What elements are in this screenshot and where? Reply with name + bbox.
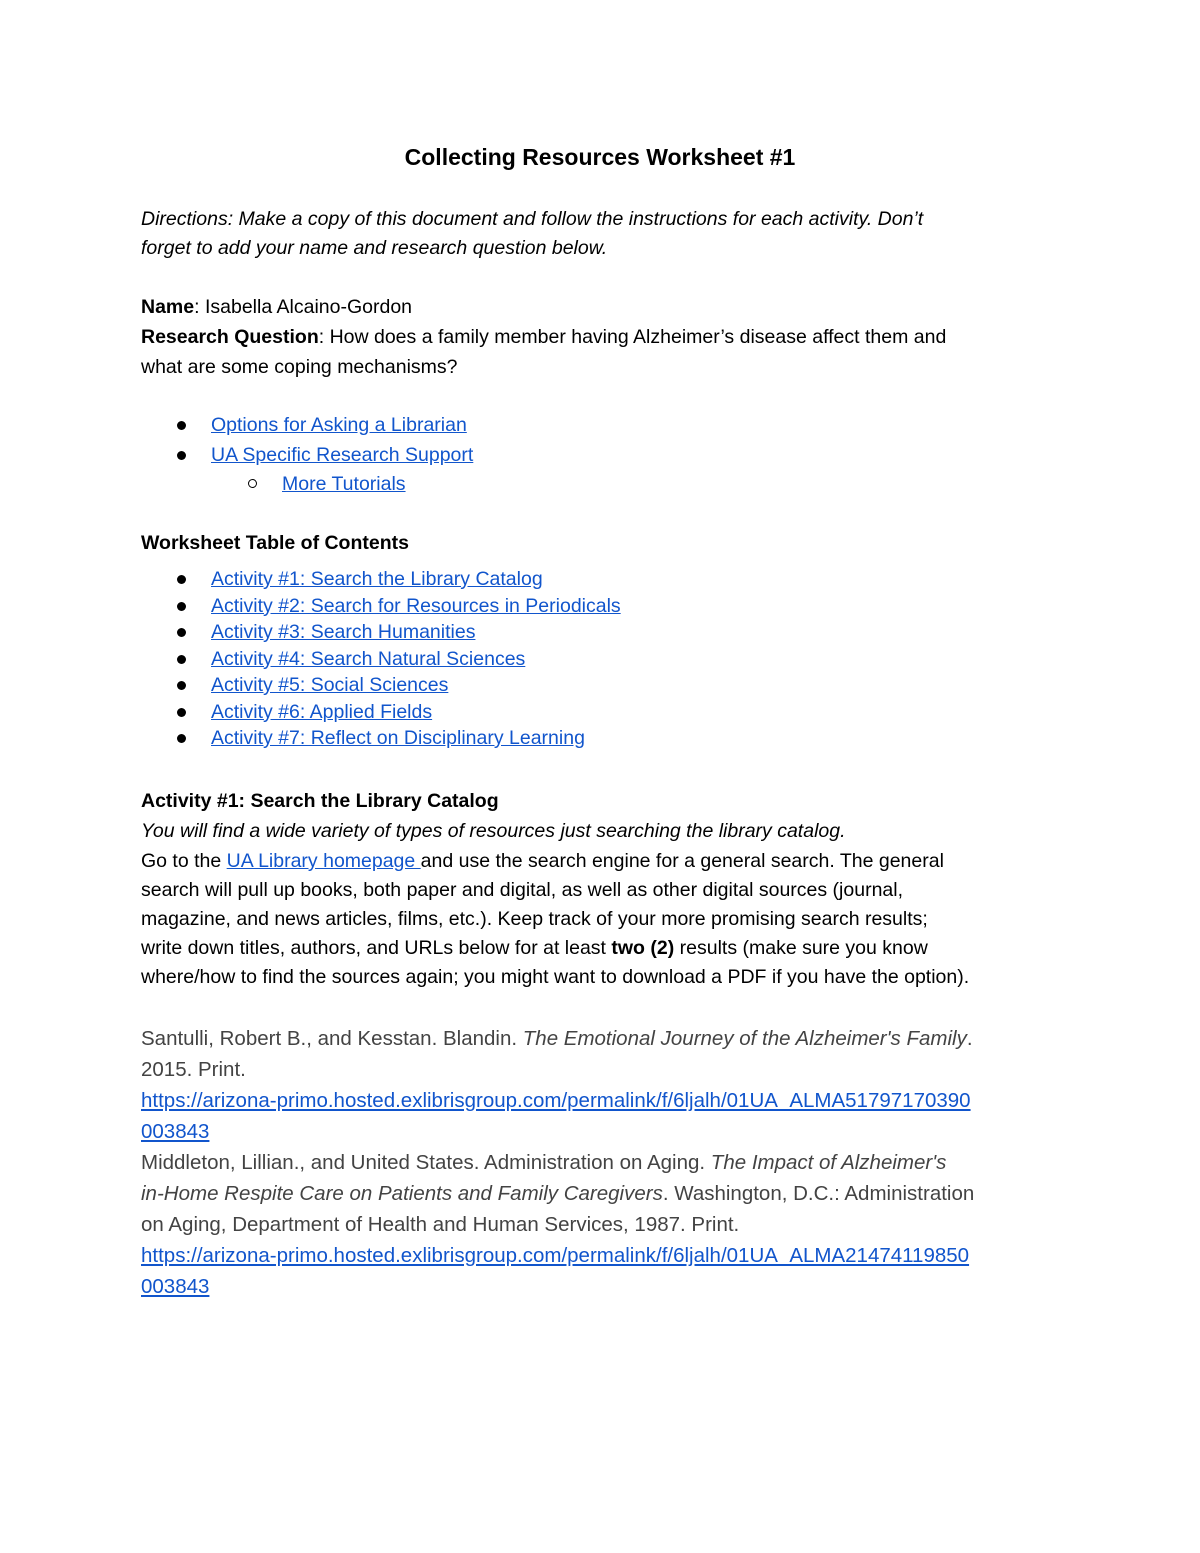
directions-line-1: Directions: Make a copy of this document and follow the instructions for each activity. Don’t	[141, 208, 924, 230]
citation-publisher: . Washington, D.C.: Administration	[662, 1182, 975, 1205]
research-question-label: Research Question	[141, 326, 319, 348]
citation-author: Middleton, Lillian., and United States. Administration on Aging.	[141, 1151, 711, 1174]
toc-item	[211, 593, 621, 620]
activity-1-instructions-line-5: where/how to find the sources again; you might want to download a PDF if you have the option).	[141, 966, 970, 988]
activity-1-instructions-line-1	[141, 847, 944, 877]
citation-2-line-2	[141, 1178, 974, 1209]
toc-link-activity-7[interactable]: Activity #7: Reflect on Disciplinary Learning	[211, 727, 585, 749]
link-ua-research-support[interactable]: UA Specific Research Support	[211, 444, 474, 466]
activity-1-instructions-line-2: search will pull up books, both paper and digital, as well as other digital sources (journal,	[141, 879, 904, 901]
instruction-text: results (make sure you know	[674, 937, 928, 959]
citation-2-line-3: on Aging, Department of Health and Human Services, 1987. Print.	[141, 1213, 740, 1236]
list-item	[211, 410, 473, 440]
activity-1-intro: You will find a wide variety of types of resources just searching the library catalog.	[141, 820, 846, 842]
toc-item	[211, 725, 621, 752]
research-question-text: : How does a family member having Alzheimer’s disease affect them and	[318, 326, 947, 348]
citation-2-url-line-1	[141, 1240, 969, 1271]
toc-link-activity-2[interactable]: Activity #2: Search for Resources in Periodicals	[211, 594, 621, 617]
bullet-icon	[177, 681, 186, 690]
directions-line-2: forget to add your name and research question below.	[141, 237, 608, 259]
name-label: Name	[141, 296, 195, 318]
bullet-icon	[177, 708, 186, 717]
citation-1-url-continued[interactable]: 003843	[141, 1120, 210, 1143]
link-ua-library-homepage[interactable]: UA Library homepage	[226, 850, 421, 872]
instruction-text: and use the search engine for a general search. The general	[420, 850, 944, 872]
instruction-text: write down titles, authors, and URLs below for at least	[141, 937, 612, 959]
citation-title: The Impact of Alzheimer's	[710, 1151, 947, 1174]
toc-link-activity-1[interactable]: Activity #1: Search the Library Catalog	[211, 568, 543, 590]
research-question-line-1	[141, 323, 946, 353]
citation-punct: .	[966, 1027, 973, 1050]
citation-1-url-line-1	[141, 1085, 971, 1116]
toc-item	[211, 566, 621, 593]
toc-item	[211, 646, 621, 673]
toc-link-activity-6[interactable]: Activity #6: Applied Fields	[211, 700, 433, 723]
citation-1-line-2: 2015. Print.	[141, 1058, 246, 1081]
citation-2-line-1	[141, 1147, 946, 1178]
activity-1-instructions-line-3: magazine, and news articles, films, etc.). Keep track of your more promising search results;	[141, 908, 928, 930]
citation-1-line-1	[141, 1023, 973, 1054]
list-item	[282, 469, 406, 499]
research-question-line-2: what are some coping mechanisms?	[141, 356, 458, 378]
citation-title: The Emotional Journey of the Alzheimer's Family	[522, 1027, 967, 1050]
sub-links-list	[282, 469, 406, 499]
toc-list	[211, 566, 621, 752]
toc-link-activity-3[interactable]: Activity #3: Search Humanities	[211, 621, 476, 643]
citation-title: in-Home Respite Care on Patients and Family Caregivers	[141, 1182, 663, 1205]
bullet-icon	[177, 602, 186, 611]
toc-link-activity-5[interactable]: Activity #5: Social Sciences	[211, 674, 449, 696]
link-asking-librarian[interactable]: Options for Asking a Librarian	[211, 414, 467, 436]
name-value: : Isabella Alcaino-Gordon	[194, 296, 413, 318]
name-line	[141, 293, 412, 323]
instruction-text: Go to the	[141, 850, 227, 872]
citation-1-url[interactable]: https://arizona-primo.hosted.exlibrisgroup.com/permalink/f/6ljalh/01UA_ALMA51797170390	[141, 1089, 971, 1112]
toc-item	[211, 619, 621, 646]
toc-item	[211, 672, 621, 699]
page-title: Collecting Resources Worksheet #1	[404, 144, 796, 170]
citation-author: Santulli, Robert B., and Kesstan. Blandin.	[141, 1027, 523, 1050]
bullet-icon	[177, 575, 186, 584]
citation-1-url-line-2	[141, 1116, 209, 1147]
bullet-icon	[177, 655, 186, 664]
bullet-icon	[177, 734, 186, 743]
hollow-bullet-icon	[248, 479, 257, 488]
emphasis-text: two (2)	[611, 937, 675, 959]
help-links-list	[211, 410, 473, 470]
toc-link-activity-4[interactable]: Activity #4: Search Natural Sciences	[211, 647, 526, 670]
toc-item	[211, 699, 621, 726]
citation-2-url-line-2	[141, 1271, 209, 1302]
toc-heading: Worksheet Table of Contents	[141, 532, 409, 554]
activity-1-instructions-line-4	[141, 934, 928, 964]
activity-1-heading: Activity #1: Search the Library Catalog	[141, 790, 499, 812]
bullet-icon	[177, 628, 186, 637]
bullet-icon	[177, 451, 186, 460]
list-item	[211, 440, 473, 470]
citation-2-url[interactable]: https://arizona-primo.hosted.exlibrisgroup.com/permalink/f/6ljalh/01UA_ALMA21474119850	[141, 1244, 970, 1267]
link-more-tutorials[interactable]: More Tutorials	[282, 473, 406, 495]
citation-2-url-continued[interactable]: 003843	[141, 1275, 210, 1298]
bullet-icon	[177, 421, 186, 430]
